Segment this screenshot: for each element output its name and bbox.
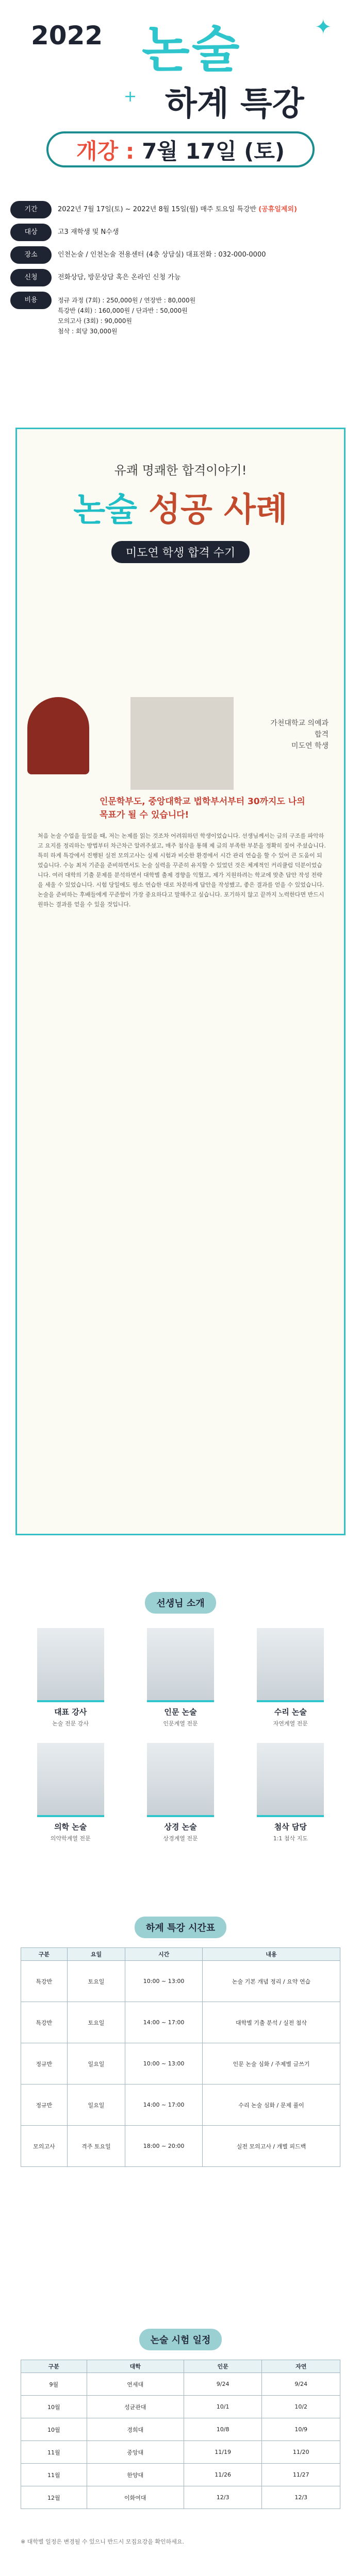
table-row — [21, 2126, 340, 2167]
table-cell: 인문 논술 심화 / 주제별 글쓰기 — [202, 2043, 340, 2084]
table-cell: 정규반 — [21, 2084, 68, 2126]
fee-list — [58, 292, 195, 336]
teachers-header — [0, 1592, 361, 1614]
teacher-card — [239, 1743, 342, 1842]
medal-icon — [27, 697, 89, 774]
table-cell: 11/27 — [262, 2464, 340, 2486]
teacher-photo — [147, 1743, 214, 1817]
teacher-row — [15, 1628, 346, 1727]
open-date-banner — [46, 131, 315, 167]
hero-title: 논술 — [142, 21, 242, 78]
signature-line: 가천대학교 의예과 — [270, 719, 329, 727]
table-row — [21, 2084, 340, 2126]
table-cell: 10/2 — [262, 2396, 340, 2418]
table-cell: 일요일 — [67, 2043, 125, 2084]
info-value: 고3 재학생 및 N수생 — [58, 228, 119, 236]
signature-line: 합격 — [314, 731, 329, 739]
table-cell: 14:00 ~ 17:00 — [125, 2084, 203, 2126]
exam-table — [21, 2360, 340, 2509]
case-signature — [270, 718, 329, 752]
table-header-row — [21, 1948, 340, 1961]
table-cell: 11월 — [21, 2464, 87, 2486]
case-body: 처음 논술 수업을 들었을 때, 저는 논제를 읽는 것조차 어려워하던 학생이었습니다. 선생님께서는 글의 구조를 파악하고 요지를 정리하는 방법부터 차근차근 알려주셨고, 매주 첨삭을 통해 제 글의 부족한 부분을 정확히 짚어 주셨습니다. 특히 하계 특강에서 진행된 실전 모의고사는 실제 시험과 비슷한 환경에서 시간 관리 연습을 할 수 있어 큰 도움이 되었습니다. 수능 최저 기준을 준비하면서도 논술 실력을 꾸준히 유지할 수 있었던 것은 체계적인 커리큘럼 덕분이었습니다. 여러 대학의 기출 문제를 분석하면서 대학별 출제 경향을 익혔고, 제가 지원하려는 학교에 맞춘 답안 작성 전략을 세울 수 있었습니다. 시험 당일에도 평소 연습한 대로 차분하게 답안을 작성했고, 좋은 결과를 얻을 수 있었습니다. 논술을 준비하는 후배들에게 꾸준함이 가장 중요하다고 말해주고 싶습니다. 포기하지 않고 끝까지 노력한다면 반드시 원하는 결과를 얻을 수 있을 것입니다. — [38, 833, 326, 908]
table-cell: 10/8 — [184, 2418, 262, 2441]
info-value: 전화상담, 방문상담 혹은 온라인 신청 가능 — [58, 274, 181, 281]
hero-subtitle: 하계 특강 — [165, 85, 304, 123]
teacher-name: 인문 논술 — [164, 1707, 197, 1717]
teacher-photo — [37, 1743, 104, 1817]
column-header: 구분 — [21, 2360, 87, 2373]
column-header: 자연 — [262, 2360, 340, 2373]
teacher-desc: 1:1 첨삭 지도 — [273, 1835, 308, 1842]
teachers-grid — [15, 1628, 346, 1858]
table-cell: 성균관대 — [87, 2396, 184, 2418]
column-header: 요일 — [67, 1948, 125, 1961]
teacher-photo — [37, 1628, 104, 1702]
table-cell: 10:00 ~ 13:00 — [125, 1961, 203, 2002]
column-header: 구분 — [21, 1948, 68, 1961]
case-badge: 미도연 학생 합격 수기 — [111, 541, 250, 563]
exam-header — [0, 2329, 361, 2350]
table-cell: 11월 — [21, 2441, 87, 2464]
table-cell: 수리 논술 심화 / 문제 풀이 — [202, 2084, 340, 2126]
table-cell: 정규반 — [21, 2043, 68, 2084]
open-date-value: 7월 17일 (토) — [134, 139, 285, 164]
teacher-desc: 논술 전문 강사 — [52, 1720, 89, 1727]
teacher-card — [129, 1628, 232, 1727]
table-cell: 특강반 — [21, 2002, 68, 2043]
teacher-name: 대표 강사 — [54, 1707, 87, 1717]
column-header: 시간 — [125, 1948, 203, 1961]
teacher-name: 수리 논술 — [274, 1707, 307, 1717]
signature-line: 미도연 학생 — [291, 742, 329, 750]
section-title: 논술 시험 일정 — [139, 2329, 222, 2350]
table-cell: 10/1 — [184, 2396, 262, 2418]
table-cell: 12/3 — [184, 2486, 262, 2509]
exam-footnote: ※ 대학별 일정은 변경될 수 있으니 반드시 모집요강을 확인하세요. — [21, 2538, 184, 2545]
table-cell: 한양대 — [87, 2464, 184, 2486]
table-row — [21, 2486, 340, 2509]
info-value: 인천논술 / 인천논술 전용센터 (4층 상담실) 대표전화 : 032-000-0000 — [58, 251, 266, 259]
info-row-apply — [0, 269, 361, 286]
table-cell: 12/3 — [262, 2486, 340, 2509]
teacher-desc: 자연계열 전문 — [273, 1720, 308, 1727]
case-title — [27, 483, 334, 531]
teacher-card — [239, 1628, 342, 1727]
student-photo — [130, 697, 234, 790]
column-header: 대학 — [87, 2360, 184, 2373]
table-cell: 격주 토요일 — [67, 2126, 125, 2167]
table-row — [21, 2464, 340, 2486]
table-header-row — [21, 2360, 340, 2373]
info-tag: 대상 — [10, 224, 52, 241]
teacher-name: 상경 논술 — [164, 1822, 197, 1832]
info-row-period — [0, 201, 361, 218]
table-cell: 11/19 — [184, 2441, 262, 2464]
teacher-name: 첨삭 담당 — [274, 1822, 307, 1832]
period-text: 2022년 7월 17일(토) ~ 2022년 8월 15일(월) 매주 토요일 특강반 — [58, 206, 257, 213]
table-cell: 경희대 — [87, 2418, 184, 2441]
table-cell: 이화여대 — [87, 2486, 184, 2509]
case-kicker: 유쾌 명쾌한 합격이야기! — [114, 463, 247, 478]
table-cell: 토요일 — [67, 2002, 125, 2043]
info-tag: 비용 — [10, 292, 52, 309]
success-case-card — [15, 428, 346, 1535]
table-row — [21, 2043, 340, 2084]
table-cell: 특강반 — [21, 1961, 68, 2002]
table-cell: 10:00 ~ 13:00 — [125, 2043, 203, 2084]
table-cell: 실전 모의고사 / 개별 피드백 — [202, 2126, 340, 2167]
case-title-accent: 성공 사례 — [149, 491, 288, 529]
table-cell: 9/24 — [184, 2373, 262, 2396]
table-row — [21, 2418, 340, 2441]
schedule-header — [0, 1917, 361, 1938]
open-date-label: 개강 : — [76, 139, 135, 164]
teacher-photo — [257, 1628, 324, 1702]
table-row — [21, 1961, 340, 2002]
teacher-card — [129, 1743, 232, 1842]
table-cell: 14:00 ~ 17:00 — [125, 2002, 203, 2043]
case-heading: 인문학부도, 중앙대학교 법학부서부터 30까지도 나의 목표가 될 수 있습니다! — [100, 796, 305, 820]
plus-icon: + — [124, 88, 137, 106]
table-cell: 11/26 — [184, 2464, 262, 2486]
info-row-fee — [0, 292, 361, 336]
table-cell: 모의고사 — [21, 2126, 68, 2167]
info-tag: 기간 — [10, 201, 52, 218]
section-title: 하계 특강 시간표 — [135, 1917, 226, 1938]
teacher-photo — [147, 1628, 214, 1702]
table-row — [21, 2002, 340, 2043]
hero-year: 2022 — [31, 21, 103, 50]
info-row-location — [0, 246, 361, 264]
table-cell: 10월 — [21, 2396, 87, 2418]
table-cell: 연세대 — [87, 2373, 184, 2396]
fee-line: 모의고사 (3회) : 90,000원 — [58, 317, 133, 325]
schedule-table — [21, 1947, 340, 2167]
section-title: 선생님 소개 — [145, 1592, 216, 1614]
course-info — [0, 201, 361, 342]
teacher-row — [15, 1743, 346, 1842]
info-row-target — [0, 224, 361, 241]
table-cell: 11/20 — [262, 2441, 340, 2464]
table-cell: 12월 — [21, 2486, 87, 2509]
teacher-desc: 의약학계열 전문 — [50, 1835, 91, 1842]
info-tag: 장소 — [10, 246, 52, 264]
teacher-card — [19, 1628, 122, 1727]
table-cell: 10월 — [21, 2418, 87, 2441]
table-cell: 일요일 — [67, 2084, 125, 2126]
case-title-main: 논술 — [73, 491, 137, 529]
teacher-name: 의학 논술 — [54, 1822, 87, 1832]
table-cell: 토요일 — [67, 1961, 125, 2002]
teacher-desc: 인문계열 전문 — [163, 1720, 198, 1727]
teacher-card — [19, 1743, 122, 1842]
case-header — [27, 460, 334, 640]
table-cell: 9/24 — [262, 2373, 340, 2396]
table-cell: 18:00 ~ 20:00 — [125, 2126, 203, 2167]
hero-banner — [0, 0, 361, 196]
table-row — [21, 2396, 340, 2418]
column-header: 내용 — [202, 1948, 340, 1961]
fee-line: 특강반 (4회) : 160,000원 / 단과반 : 50,000원 — [58, 307, 188, 314]
fee-line: 정규 과정 (7회) : 250,000원 / 연장반 : 80,000원 — [58, 297, 196, 304]
table-cell: 논술 기본 개념 정리 / 요약 연습 — [202, 1961, 340, 2002]
fee-line: 첨삭 : 회당 30,000원 — [58, 328, 118, 335]
table-cell: 중앙대 — [87, 2441, 184, 2464]
sparkle-icon: ✦ — [315, 15, 332, 39]
teacher-desc: 상경계열 전문 — [163, 1835, 198, 1842]
table-row — [21, 2441, 340, 2464]
info-value — [58, 201, 297, 218]
table-cell: 10/9 — [262, 2418, 340, 2441]
teacher-photo — [257, 1743, 324, 1817]
table-cell: 9월 — [21, 2373, 87, 2396]
column-header: 인문 — [184, 2360, 262, 2373]
info-tag: 신청 — [10, 269, 52, 286]
period-note: (공휴일제외) — [258, 206, 297, 213]
table-cell: 대학별 기출 분석 / 실전 첨삭 — [202, 2002, 340, 2043]
table-row — [21, 2373, 340, 2396]
